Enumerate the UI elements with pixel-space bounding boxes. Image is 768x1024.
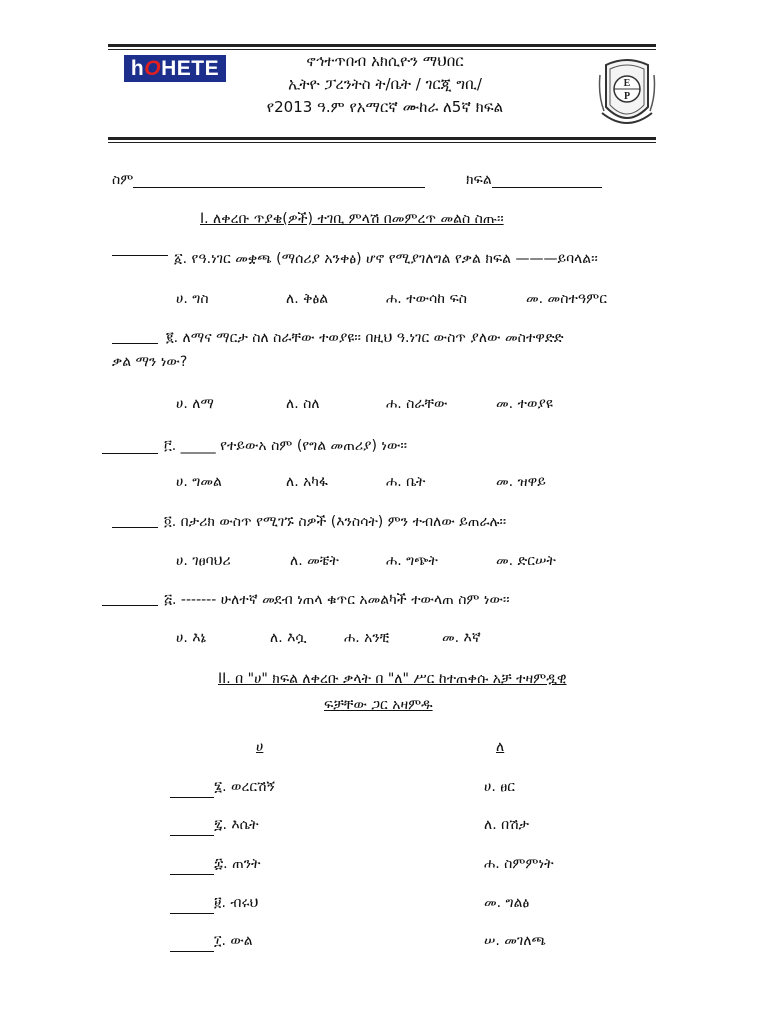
q4-answer-blank[interactable] (112, 526, 158, 528)
match10-blank[interactable] (170, 950, 214, 952)
name-field[interactable] (112, 172, 425, 188)
header-bottom-rule (108, 137, 656, 140)
header-top-rule (108, 44, 656, 47)
header-school: ኢትዮ ፓረንትስ ት/ቤት / ገርጂ ግቢ/ (288, 75, 482, 93)
logo-text-o: O (144, 57, 162, 80)
match-item-9: ፱. ብሩህ (214, 895, 259, 911)
q2-text-cont: ቃል ማን ነው? (112, 354, 188, 370)
q5-option-a: ሀ. እኔ (176, 630, 207, 646)
header-exam-title: የ2013 ዓ.ም የአማርኛ ሙከራ ለ5ኛ ክፍል (266, 98, 504, 116)
match-item-10: ፲. ውል (214, 933, 253, 949)
q5-text: ፭. ------- ሁለተኛ መደብ ነጠላ ቁጥር አመልካች ተውላጠ ስም ነው፡፡ (164, 592, 510, 608)
q4-option-a: ሀ. ገፀባህሪ (176, 553, 231, 569)
q4-option-c: ሐ. ግጭት (386, 553, 438, 569)
q1-option-b: ለ. ቅፅል (286, 291, 329, 307)
school-emblem (598, 55, 656, 133)
match8-blank[interactable] (170, 873, 214, 875)
name-blank[interactable] (133, 186, 425, 188)
q2-option-b: ለ. ስለ (286, 396, 320, 412)
q5-option-c: ሐ. አንቺ (344, 630, 390, 646)
col-b-header: ለ (496, 739, 505, 755)
q1-answer-blank[interactable] (112, 254, 168, 256)
match-choice-a: ሀ. ፀር (484, 779, 515, 795)
part1-title: I. ለቀረቡ ጥያቄ(ዎች) ተገቢ ምላሽ በመምረጥ መልስ ስጡ፡፡ (200, 211, 504, 227)
part2-title-line1: II. በ "ሀ" ክፍል ለቀረቡ ቃላት በ "ለ" ሥር ከተጠቀሱ አቻ ተዛምዷዊ (218, 671, 567, 687)
emblem-letter-e: E (623, 78, 631, 89)
q1-text: ፩. የዓ.ነገር መቋጫ (ማሰሪያ አንቀፅ) ሆኖ የሚያገለግል የቃል ክፍል ———ይባላል፡፡ (174, 251, 598, 267)
match-item-8: ፰. ጠንት (214, 856, 261, 872)
logo-text-rest: HETE (161, 57, 220, 80)
match9-blank[interactable] (170, 912, 214, 914)
q1-option-d: መ. መስተዓምር (526, 291, 607, 307)
header-organization: ኖኅተጥበብ አክሲዮን ማህበር (306, 52, 464, 70)
class-blank[interactable] (492, 186, 602, 188)
class-field[interactable] (466, 172, 602, 188)
school-logo (124, 55, 226, 82)
q2-option-d: መ. ተወያዩ (496, 396, 553, 412)
q3-option-b: ለ. አካፋ (286, 474, 328, 490)
emblem-letter-p: P (623, 91, 631, 102)
class-label: ክፍል (466, 172, 492, 188)
q4-option-d: መ. ድርሠት (496, 553, 556, 569)
name-label: ስም (112, 172, 134, 188)
q5-option-b: ለ. እሷ (270, 630, 307, 646)
q2-option-a: ሀ. ለማ (176, 396, 214, 412)
logo-text-h: h (130, 57, 145, 80)
q2-option-c: ሐ. ስራቸው (386, 396, 448, 412)
match-item-7: ፯. እሴት (214, 817, 259, 833)
match-choice-d: መ. ግልፅ (484, 895, 530, 911)
match6-blank[interactable] (170, 796, 214, 798)
q2-text: ፪. ለማና ማርታ ስለ ስራቸው ተወያዩ፡፡ በዚህ ዓ.ነገር ውስጥ ያለው መስተዋድድ (166, 330, 564, 346)
q2-answer-blank[interactable] (112, 342, 158, 344)
q1-option-c: ሐ. ተውሳከ ፍስ (386, 291, 467, 307)
header-top-rule-thin (108, 49, 656, 50)
match-choice-e: ሠ. መገለጫ (484, 933, 546, 949)
q3-option-a: ሀ. ግመል (176, 474, 222, 490)
q3-option-c: ሐ. ቤት (386, 474, 426, 490)
q4-text: ፬. በታሪክ ውስጥ የሚገኙ ስዎች (እንስሳት) ምን ተብለው ይጠራሉ፡፡ (164, 514, 507, 530)
match-choice-b: ለ. በሽታ (484, 817, 530, 833)
q1-option-a: ሀ. ግስ (176, 291, 209, 307)
match-item-6: ፮. ወረርሽኝ (214, 779, 275, 795)
match-choice-c: ሐ. ስምምነት (484, 856, 554, 872)
match7-blank[interactable] (170, 834, 214, 836)
part2-title-line2: ፍቻቸው ጋር አዛምዱ (324, 697, 433, 713)
q3-text: ፫. _____ የተይውአ ስም (የግል መጠሪያ) ነው፡፡ (164, 438, 408, 454)
q5-option-d: መ. እኛ (442, 630, 481, 646)
q3-answer-blank[interactable] (102, 452, 158, 454)
q4-option-b: ለ. መቼት (290, 553, 339, 569)
q5-answer-blank[interactable] (102, 604, 158, 606)
header-bottom-rule-thin (108, 142, 656, 143)
q3-option-d: መ. ዝዋይ (496, 474, 546, 490)
col-a-header: ሀ (256, 739, 264, 755)
